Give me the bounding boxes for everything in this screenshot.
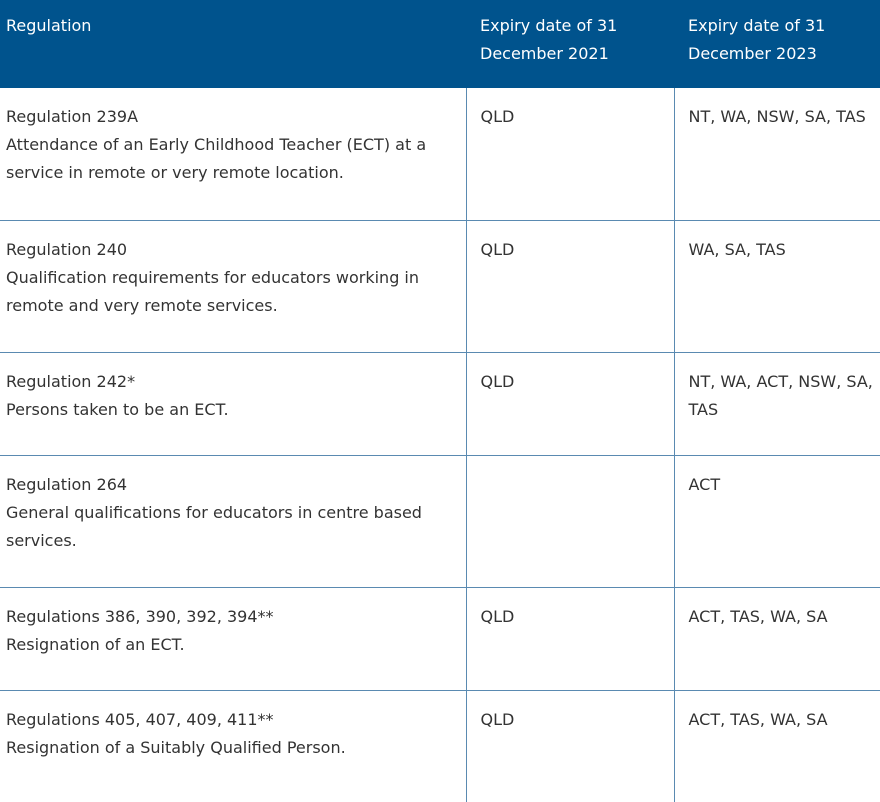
table-row: [0, 352, 880, 455]
expiry-2023-cell: ACT: [674, 455, 880, 587]
expiry-2021-cell: QLD: [466, 220, 674, 352]
regulation-cell: [0, 690, 466, 802]
regulation-cell: [0, 220, 466, 352]
regulation-description: Qualification requirements for educators working in remote and very remote services.: [6, 267, 420, 315]
regulation-description: Attendance of an Early Childhood Teacher (ECT) at a service in remote or very remote location.: [6, 135, 427, 182]
expiry-2021-cell: QLD: [466, 88, 674, 220]
expiry-2023-cell: WA, SA, TAS: [674, 220, 880, 352]
regulation-description: General qualifications for educators in centre based services.: [6, 502, 422, 550]
expiry-2021-cell: [466, 455, 674, 587]
regulation-description: Persons taken to be an ECT.: [6, 399, 229, 419]
header-row: [0, 0, 880, 88]
regulation-description: Resignation of an ECT.: [6, 634, 185, 654]
regulation-number: Regulation 240: [6, 239, 128, 259]
header-expiry-2021: Expiry date of 31 December 2021: [466, 0, 674, 88]
regulation-number: Regulation 239A: [6, 107, 139, 126]
table-header: [0, 0, 880, 88]
regulation-number: Regulation 264: [6, 474, 128, 494]
expiry-2021-cell: QLD: [466, 690, 674, 802]
regulation-number: Regulation 242*: [6, 371, 136, 391]
regulation-number: Regulations 386, 390, 392, 394**: [6, 606, 274, 626]
expiry-2021-cell: QLD: [466, 352, 674, 455]
expiry-2023-cell: NT, WA, ACT, NSW, SA, TAS: [674, 352, 880, 455]
expiry-2023-cell: ACT, TAS, WA, SA: [674, 587, 880, 690]
table-row: [0, 690, 880, 802]
regulation-description: Resignation of a Suitably Qualified Person.: [6, 737, 346, 757]
table-row: [0, 220, 880, 352]
header-expiry-2023: Expiry date of 31 December 2023: [674, 0, 880, 88]
expiry-2023-cell: NT, WA, NSW, SA, TAS: [674, 88, 880, 220]
expiry-2021-cell: QLD: [466, 587, 674, 690]
regulation-cell: [0, 587, 466, 690]
regulation-cell: [0, 455, 466, 587]
table-row: [0, 455, 880, 587]
table-row: [0, 587, 880, 690]
header-regulation: Regulation: [0, 0, 466, 88]
expiry-2023-cell: ACT, TAS, WA, SA: [674, 690, 880, 802]
regulation-number: Regulations 405, 407, 409, 411**: [6, 709, 274, 729]
regulation-cell: [0, 88, 466, 220]
regulation-cell: [0, 352, 466, 455]
table-body: [0, 88, 880, 802]
table-row: [0, 88, 880, 220]
